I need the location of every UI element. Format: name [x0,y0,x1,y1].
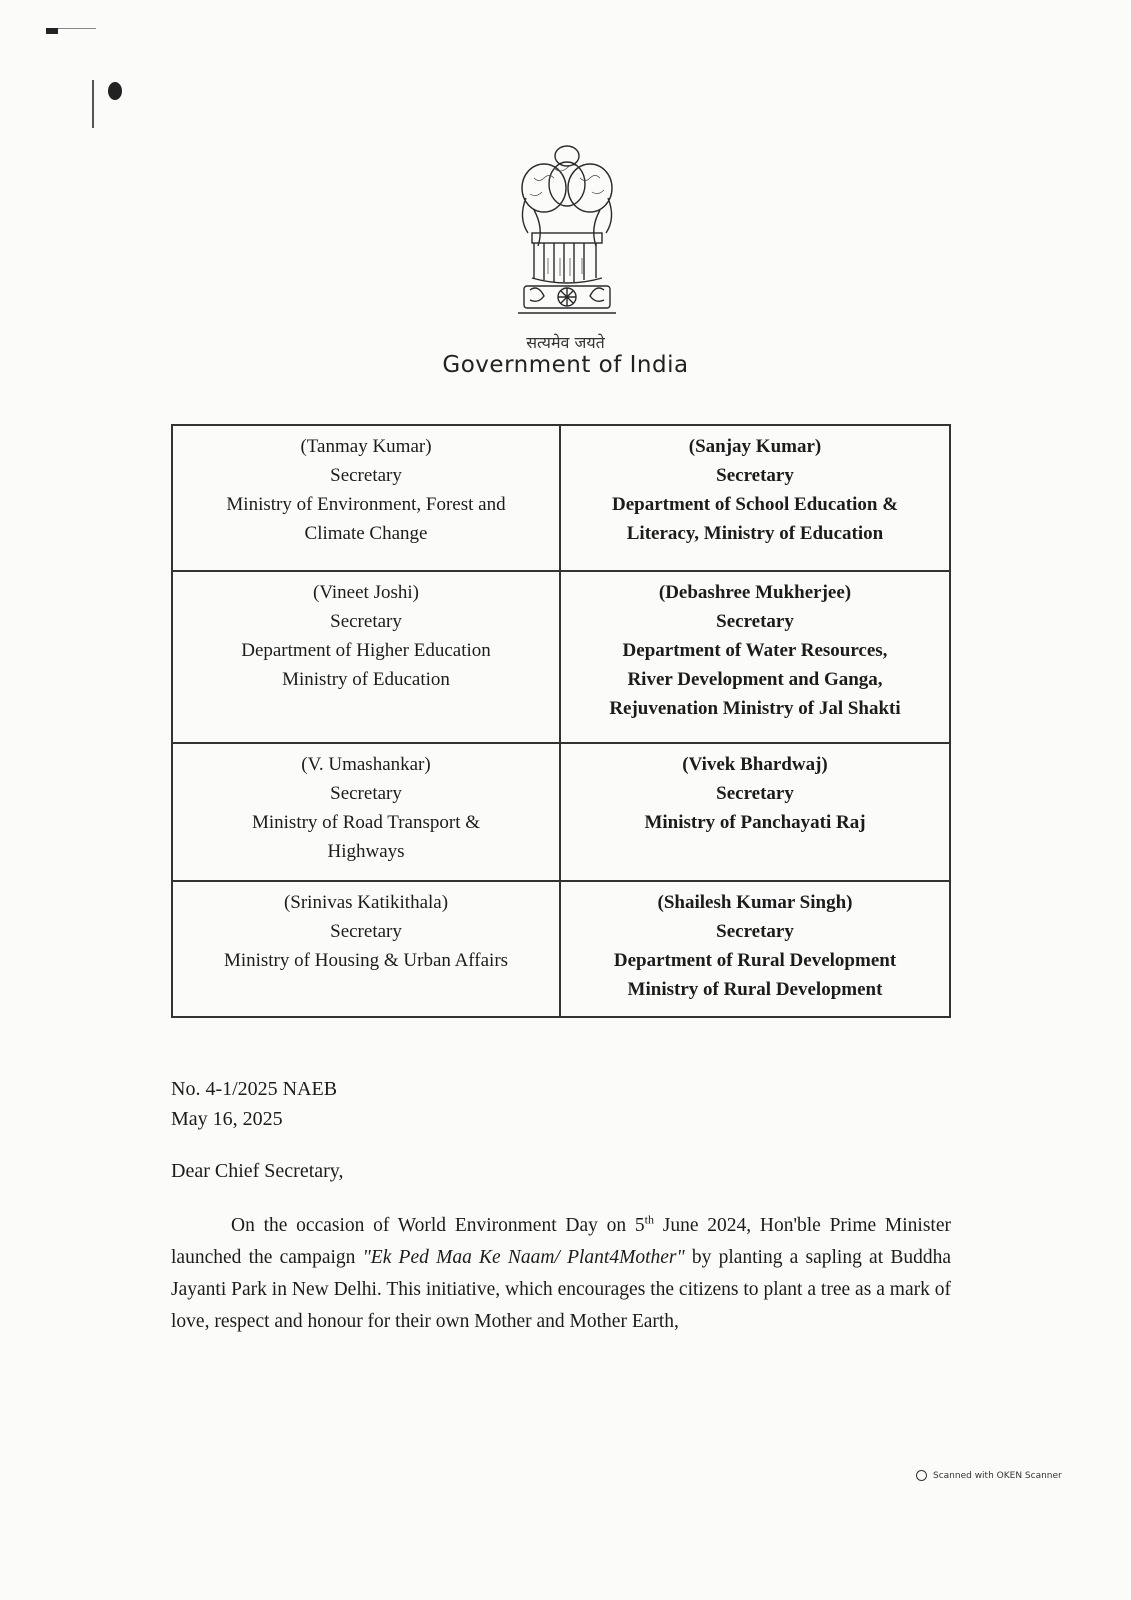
signatory-name: (Debashree Mukherjee) [658,582,852,603]
signatory-department: Department of Rural Development [613,950,897,971]
signatory-department: Department of Water Resources, [622,640,888,661]
signatory-designation: Secretary [716,465,794,486]
signatory-department: River Development and Ganga, [627,669,883,690]
signatory-department: Department of School Education & [611,494,899,515]
signatory-designation: Secretary [716,921,794,942]
signatory-cell [173,572,561,744]
signatory-designation: Secretary [330,921,402,942]
campaign-name: "Ek Ped Maa Ke Naam/ Plant4Mother" [362,1247,685,1268]
national-emblem-icon [504,138,630,338]
signatory-designation: Secretary [330,611,402,632]
body-paragraph [171,1210,951,1338]
paragraph-text: June 2024, Hon'ble Prime Minister launched the campaign [171,1215,951,1268]
scan-artifact-mark [46,28,58,34]
signatory-name: (Sanjay Kumar) [688,436,822,457]
signatory-cell [173,426,561,572]
signatories-table [171,424,951,1018]
scanner-text: Scanned with OKEN Scanner [933,1470,1062,1481]
signatory-department: Ministry of Rural Development [627,979,883,1000]
signatory-designation: Secretary [716,783,794,804]
signatory-department: Ministry of Panchayati Raj [644,812,866,833]
scanner-watermark [916,1470,1062,1481]
signatory-cell [173,744,561,882]
paragraph-text: by planting a sapling at Buddha Jayanti Park in New Delhi. This initiative, which encourages the citizens to plant a tree as a mark of love, respect and honour for their own Mother and Mother Earth, [171,1247,951,1332]
signatory-name: (Srinivas Katikithala) [283,892,449,913]
signatory-designation: Secretary [330,783,402,804]
signatory-department: Department of Higher Education [241,640,491,661]
signatory-cell [173,882,561,1016]
signatory-designation: Secretary [716,611,794,632]
reference-number: No. 4-1/2025 NAEB [171,1078,338,1100]
government-title: Government of India [442,352,689,378]
signatory-department: Ministry of Environment, Forest and [226,494,506,515]
signatory-cell [561,572,949,744]
signatory-name: (Tanmay Kumar) [300,436,432,457]
signatory-name: (Vineet Joshi) [313,582,419,603]
signatory-name: (V. Umashankar) [301,754,431,775]
signatory-department: Ministry of Education [282,669,450,690]
signatory-department: Rejuvenation Ministry of Jal Shakti [609,698,901,719]
signatory-department: Climate Change [304,523,428,544]
signatory-cell [561,882,949,1016]
scan-artifact-bar [92,80,94,128]
signatory-name: (Shailesh Kumar Singh) [657,892,853,913]
punch-hole-mark [108,82,122,100]
national-motto: सत्यमेव जयते [526,333,605,352]
signatory-cell [561,426,949,572]
signatory-department: Highways [327,841,405,862]
paragraph-text: On the occasion of World Environment Day on 5 [231,1215,645,1236]
signatory-department: Ministry of Road Transport & [251,812,481,833]
ordinal-suffix: th [644,1212,654,1227]
signatory-designation: Secretary [330,465,402,486]
salutation: Dear Chief Secretary, [171,1160,344,1182]
scanner-logo-icon [916,1470,927,1481]
signatory-cell [561,744,949,882]
signatory-name: (Vivek Bhardwaj) [682,754,828,775]
signatory-department: Literacy, Ministry of Education [626,523,884,544]
signatory-department: Ministry of Housing & Urban Affairs [223,950,509,971]
letter-reference [171,1074,337,1134]
letter-date: May 16, 2025 [171,1108,283,1130]
